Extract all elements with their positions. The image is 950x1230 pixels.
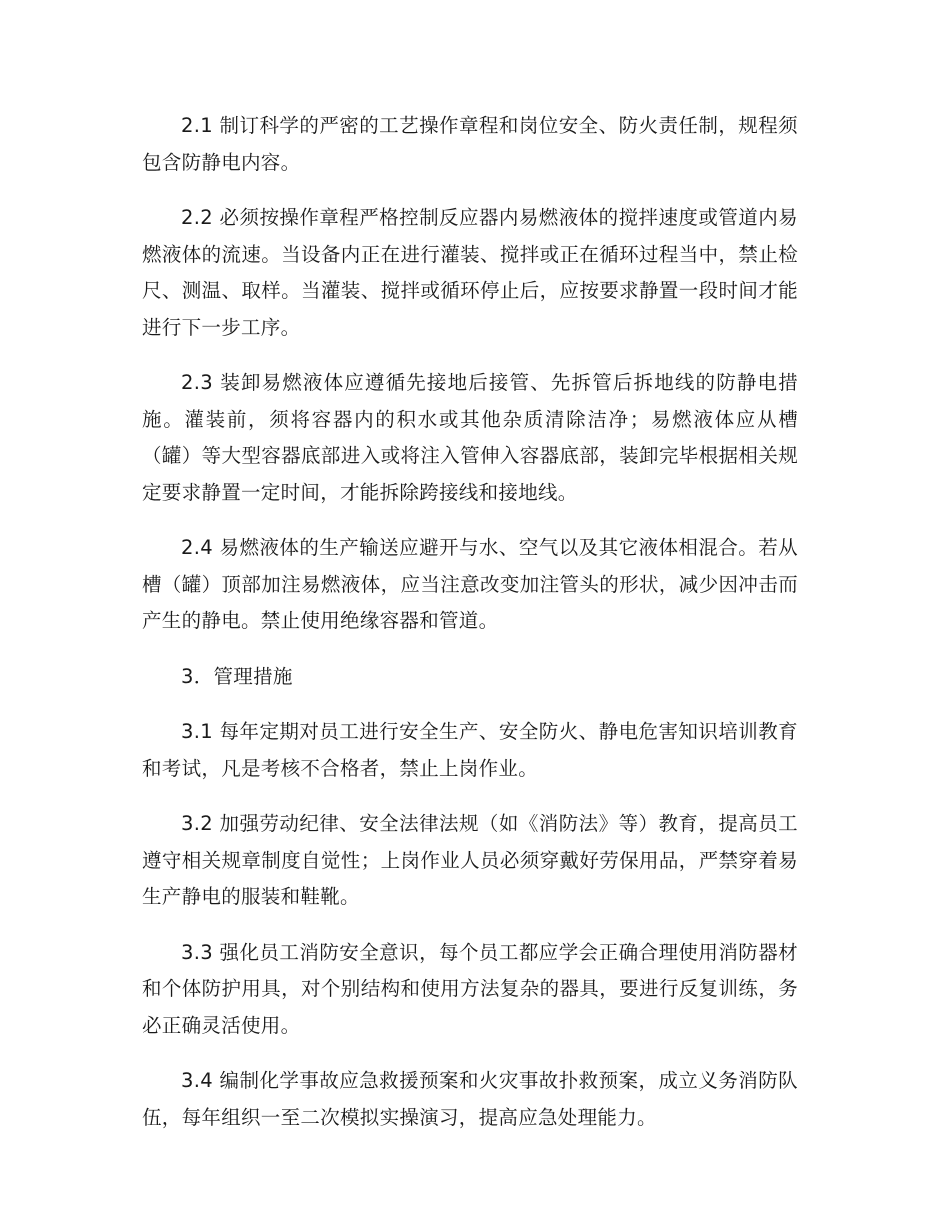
paragraph-2-2: 2.2 必须按操作章程严格控制反应器内易燃液体的搅拌速度或管道内易燃液体的流速。当设备内正在进行灌装、搅拌或正在循环过程当中，禁止检尺、测温、取样。当灌装、搅拌或循环停止后，应按要求静置一段时间才能进行下一步工序。: [142, 206, 798, 339]
paragraph-2-3: 2.3 装卸易燃液体应遵循先接地后接管、先拆管后拆地线的防静电措施。灌装前，须将容器内的积水或其他杂质清除洁净；易燃液体应从槽（罐）等大型容器底部进入或将注入管伸入容器底部，装卸完毕根据相关规定要求静置一定时间，才能拆除跨接线和接地线。: [142, 371, 798, 504]
document-page: [142, 108, 798, 1155]
section-heading-3: 3．管理措施: [181, 664, 293, 688]
paragraph-3-1: 3.1 每年定期对员工进行安全生产、安全防火、静电危害知识培训教育和考试，凡是考核不合格者，禁止上岗作业。: [142, 720, 798, 780]
paragraph-2-1: 2.1 制订科学的严密的工艺操作章程和岗位安全、防火责任制，规程须包含防静电内容。: [142, 114, 798, 174]
paragraph-3-4: 3.4 编制化学事故应急救援预案和火灾事故扑救预案，成立义务消防队伍，每年组织一至二次模拟实操演习，提高应急处理能力。: [142, 1069, 798, 1129]
paragraph-3-3: 3.3 强化员工消防安全意识，每个员工都应学会正确合理使用消防器材和个体防护用具，对个别结构和使用方法复杂的器具，要进行反复训练，务必正确灵活使用。: [142, 940, 798, 1037]
paragraph-3-2: 3.2 加强劳动纪律、安全法律法规（如《消防法》等）教育，提高员工遵守相关规章制度自觉性；上岗作业人员必须穿戴好劳保用品，严禁穿着易生产静电的服装和鞋靴。: [142, 812, 798, 908]
paragraph-2-4: 2.4 易燃液体的生产输送应避开与水、空气以及其它液体相混合。若从槽（罐）顶部加注易燃液体，应当注意改变加注管头的形状，减少因冲击而产生的静电。禁止使用绝缘容器和管道。: [142, 536, 798, 632]
